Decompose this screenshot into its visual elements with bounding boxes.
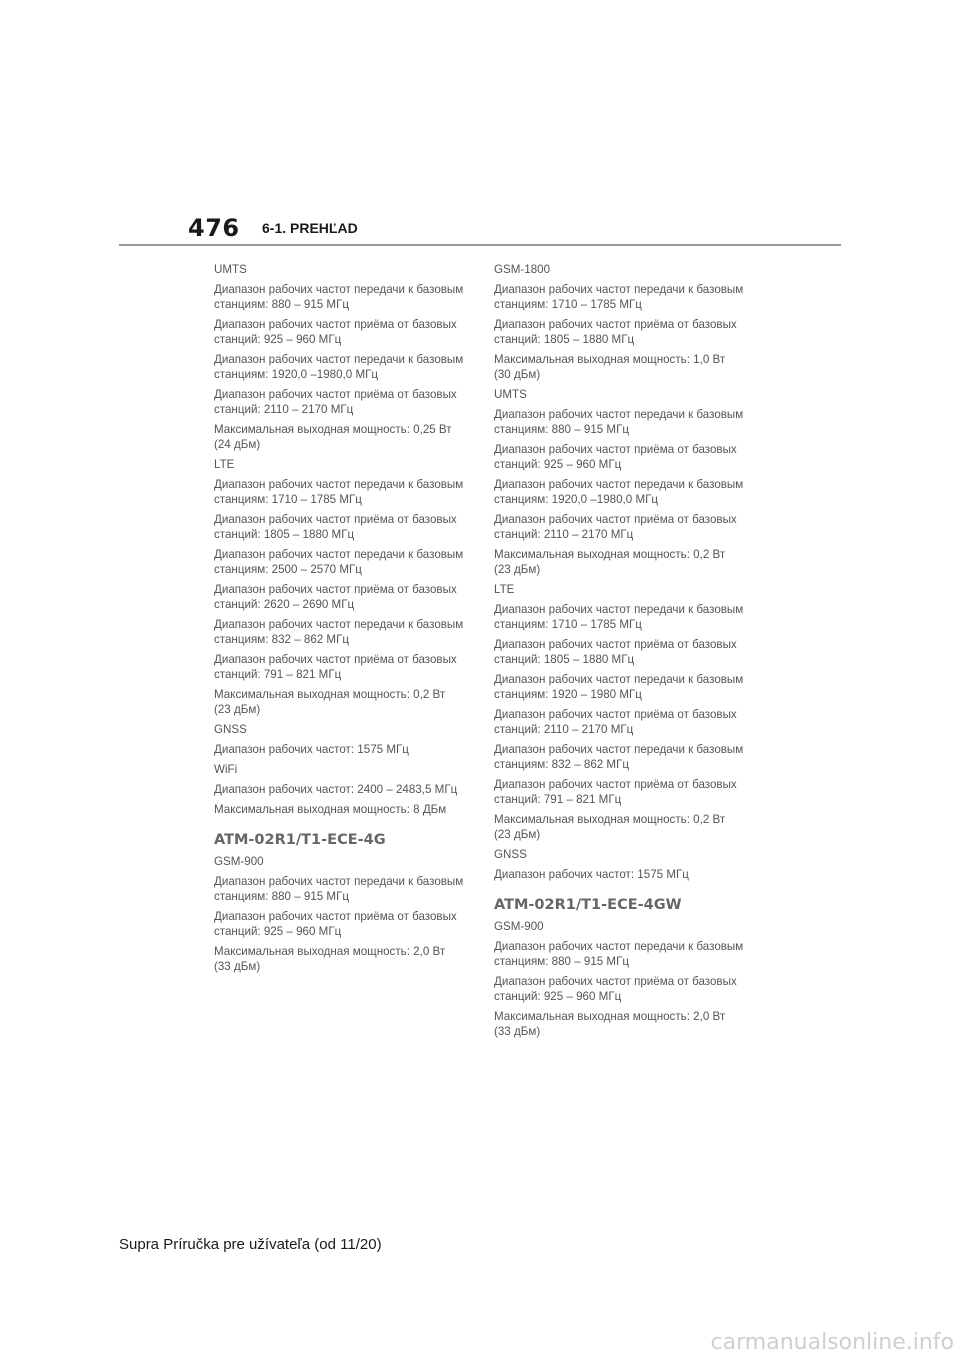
spec-paragraph: Максимальная выходная мощность: 1,0 Вт (30 дБм) xyxy=(494,353,726,381)
spec-paragraph: Диапазон рабочих частот приёма от базовых станций: 925 – 960 МГц xyxy=(494,975,737,1003)
spec-paragraph: Диапазон рабочих частот: 2400 – 2483,5 МГц xyxy=(214,783,458,796)
spec-paragraph: Диапазон рабочих частот приёма от базовых станций: 791 – 821 МГц xyxy=(214,653,457,681)
footer-text: Supra Príručka pre užívateľa (od 11/20) xyxy=(119,1236,382,1253)
spec-paragraph: LTE xyxy=(214,458,235,471)
spec-paragraph: Диапазон рабочих частот передачи к базовым станциям: 832 – 862 МГц xyxy=(494,743,744,771)
spec-paragraph: Диапазон рабочих частот приёма от базовых станций: 2110 – 2170 МГц xyxy=(494,708,737,736)
spec-paragraph: Диапазон рабочих частот передачи к базовым станциям: 832 – 862 МГц xyxy=(214,618,464,646)
spec-paragraph: Диапазон рабочих частот передачи к базовым станциям: 1920 – 1980 МГц xyxy=(494,673,744,701)
spec-paragraph: Максимальная выходная мощность: 0,2 Вт (23 дБм) xyxy=(494,548,726,576)
right-column xyxy=(494,262,744,1044)
model-heading: ATM-02R1/T1-ECE-4G xyxy=(214,832,386,848)
spec-paragraph: Максимальная выходная мощность: 8 ДБм xyxy=(214,803,447,816)
watermark: carmanualsonline.info xyxy=(710,1330,954,1355)
section-title: 6-1. PREHĽAD xyxy=(262,220,358,236)
spec-paragraph: Диапазон рабочих частот передачи к базовым станциям: 1920,0 –1980,0 МГц xyxy=(214,353,464,381)
spec-paragraph: UMTS xyxy=(494,388,527,401)
spec-paragraph: WiFi xyxy=(214,763,238,776)
spec-paragraph: Диапазон рабочих частот передачи к базовым станциям: 1710 – 1785 МГц xyxy=(494,283,744,311)
spec-paragraph: Диапазон рабочих частот передачи к базовым станциям: 1710 – 1785 МГц xyxy=(214,478,464,506)
spec-paragraph: GSM-900 xyxy=(214,855,264,868)
spec-paragraph: Диапазон рабочих частот передачи к базовым станциям: 1920,0 –1980,0 МГц xyxy=(494,478,744,506)
spec-paragraph: Диапазон рабочих частот передачи к базовым станциям: 880 – 915 МГц xyxy=(494,940,744,968)
spec-paragraph: GSM-1800 xyxy=(494,263,551,276)
page-header xyxy=(0,0,960,250)
model-heading: ATM-02R1/T1-ECE-4GW xyxy=(494,897,682,913)
spec-paragraph: GSM-900 xyxy=(494,920,544,933)
spec-paragraph: GNSS xyxy=(494,848,527,861)
spec-paragraph: Диапазон рабочих частот приёма от базовых станций: 925 – 960 МГц xyxy=(214,318,457,346)
spec-paragraph: Диапазон рабочих частот приёма от базовых станций: 1805 – 1880 МГц xyxy=(494,638,737,666)
spec-paragraph: Максимальная выходная мощность: 2,0 Вт (33 дБм) xyxy=(214,945,446,973)
spec-paragraph: Диапазон рабочих частот приёма от базовых станций: 2110 – 2170 МГц xyxy=(494,513,737,541)
spec-paragraph: Диапазон рабочих частот передачи к базовым станциям: 2500 – 2570 МГц xyxy=(214,548,464,576)
spec-paragraph: GNSS xyxy=(214,723,247,736)
spec-paragraph: Максимальная выходная мощность: 0,2 Вт (23 дБм) xyxy=(214,688,446,716)
spec-paragraph: Диапазон рабочих частот передачи к базовым станциям: 880 – 915 МГц xyxy=(214,283,464,311)
spec-paragraph: Максимальная выходная мощность: 0,2 Вт (23 дБм) xyxy=(494,813,726,841)
spec-paragraph: Диапазон рабочих частот: 1575 МГц xyxy=(494,868,689,881)
spec-paragraph: Максимальная выходная мощность: 2,0 Вт (33 дБм) xyxy=(494,1010,726,1038)
spec-paragraph: UMTS xyxy=(214,263,247,276)
spec-paragraph: Диапазон рабочих частот передачи к базовым станциям: 880 – 915 МГц xyxy=(214,875,464,903)
spec-paragraph: Диапазон рабочих частот приёма от базовых станций: 925 – 960 МГц xyxy=(214,910,457,938)
header-divider xyxy=(119,244,841,246)
spec-paragraph: Диапазон рабочих частот приёма от базовых станций: 791 – 821 МГц xyxy=(494,778,737,806)
spec-paragraph: Диапазон рабочих частот приёма от базовых станций: 1805 – 1880 МГц xyxy=(214,513,457,541)
spec-paragraph: Диапазон рабочих частот приёма от базовых станций: 925 – 960 МГц xyxy=(494,443,737,471)
spec-paragraph: Диапазон рабочих частот передачи к базовым станциям: 880 – 915 МГц xyxy=(494,408,744,436)
spec-paragraph: Максимальная выходная мощность: 0,25 Вт (24 дБм) xyxy=(214,423,452,451)
page-number: 476 xyxy=(188,214,240,242)
left-column xyxy=(214,262,464,979)
spec-paragraph: Диапазон рабочих частот приёма от базовых станций: 2620 – 2690 МГц xyxy=(214,583,457,611)
spec-paragraph: Диапазон рабочих частот: 1575 МГц xyxy=(214,743,409,756)
spec-paragraph: Диапазон рабочих частот передачи к базовым станциям: 1710 – 1785 МГц xyxy=(494,603,744,631)
spec-paragraph: LTE xyxy=(494,583,515,596)
spec-paragraph: Диапазон рабочих частот приёма от базовых станций: 2110 – 2170 МГц xyxy=(214,388,457,416)
spec-paragraph: Диапазон рабочих частот приёма от базовых станций: 1805 – 1880 МГц xyxy=(494,318,737,346)
